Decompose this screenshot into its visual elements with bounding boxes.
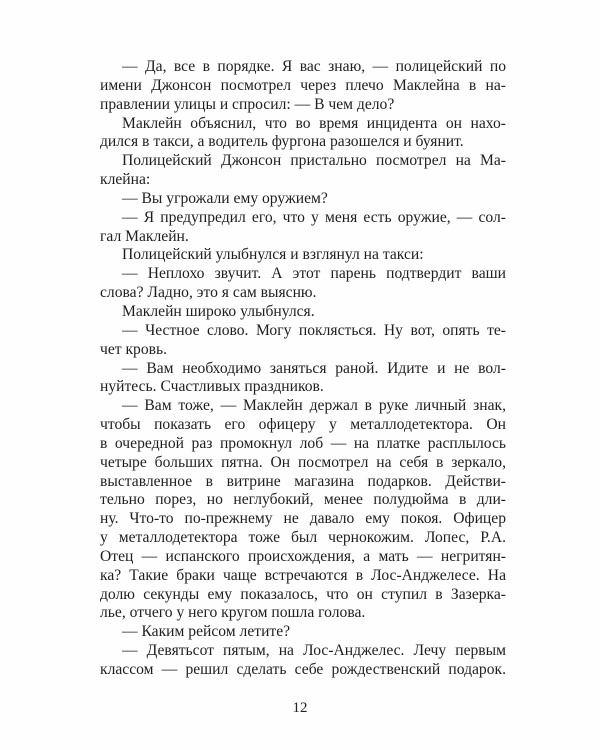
text-line: — Девятьсот пятым, на Лос-Анджелес. Лечу первым xyxy=(122,642,506,660)
text-line: Маклейн широко улыбнулся. xyxy=(122,302,315,320)
text-line: выставленное в витрине магазина подарков. Действи- xyxy=(100,472,506,490)
text-line: чтобы показать его офицеру у металлодетектора. Он xyxy=(100,416,506,434)
text-line: нуйтесь. Счастливых праздников. xyxy=(100,378,324,396)
text-line: Полицейский улыбнулся и взглянул на такси: xyxy=(122,246,424,264)
text-line: — Да, все в порядке. Я вас знаю, — полицейский по xyxy=(122,58,506,75)
text-line: — Я предупредил его, что у меня есть оружие, — сол- xyxy=(122,208,506,226)
page-number: 12 xyxy=(292,700,308,716)
text-line: дился в такси, а водитель фургона разошелся и буянит. xyxy=(100,133,464,151)
text-line: клейна: xyxy=(100,171,151,189)
page-body-text xyxy=(100,58,506,680)
text-line: — Каким рейсом летите? xyxy=(122,623,291,641)
text-line: имени Джонсон посмотрел через плечо Маклейна в на- xyxy=(100,76,506,94)
text-line: ну. Что-то по-прежнему не давало ему покоя. Офицер xyxy=(100,510,506,528)
text-line: лье, отчего у него кругом пошла голова. xyxy=(100,604,366,622)
text-line: слова? Ладно, это я сам выясню. xyxy=(100,284,317,302)
text-line: правлении улицы и спросил: — В чем дело? xyxy=(100,95,395,113)
text-line: — Вы угрожали ему оружием? xyxy=(122,189,328,207)
text-line: ка? Такие браки чаще встречаются в Лос-Анджелесе. На xyxy=(100,566,506,584)
text-line: — Вам тоже, — Маклейн держал в руке личный знак, xyxy=(122,397,506,415)
text-line: Отец — испанского происхождения, а мать — негритян- xyxy=(100,547,506,565)
text-line: в очередной раз промокнул лоб — на платке расплылось xyxy=(100,434,506,452)
text-line: классом — решил сделать себе рождественский подарок. xyxy=(100,661,506,678)
text-line: — Честное слово. Могу поклясться. Ну вот, опять те- xyxy=(122,321,506,339)
text-line: Маклейн объяснил, что во время инцидента он нахо- xyxy=(122,114,506,132)
text-line: чет кровь. xyxy=(100,340,168,358)
text-line: гал Маклейн. xyxy=(100,227,189,245)
text-line: у металлодетектора тоже был чернокожим. Лопес, Р.А. xyxy=(100,529,506,547)
text-line: тельно порез, но неглубокий, менее полудюйма в дли- xyxy=(100,491,506,509)
text-line: Полицейский Джонсон пристально посмотрел на Ма- xyxy=(122,152,506,170)
text-line: долю секунды ему показалось, что он ступил в Зазерка- xyxy=(100,585,506,603)
text-line: — Неплохо звучит. А этот парень подтвердит ваши xyxy=(122,265,506,283)
text-line: — Вам необходимо заняться раной. Идите и не вол- xyxy=(122,359,506,377)
text-line: четыре больших пятна. Он посмотрел на себя в зеркало, xyxy=(100,453,506,471)
